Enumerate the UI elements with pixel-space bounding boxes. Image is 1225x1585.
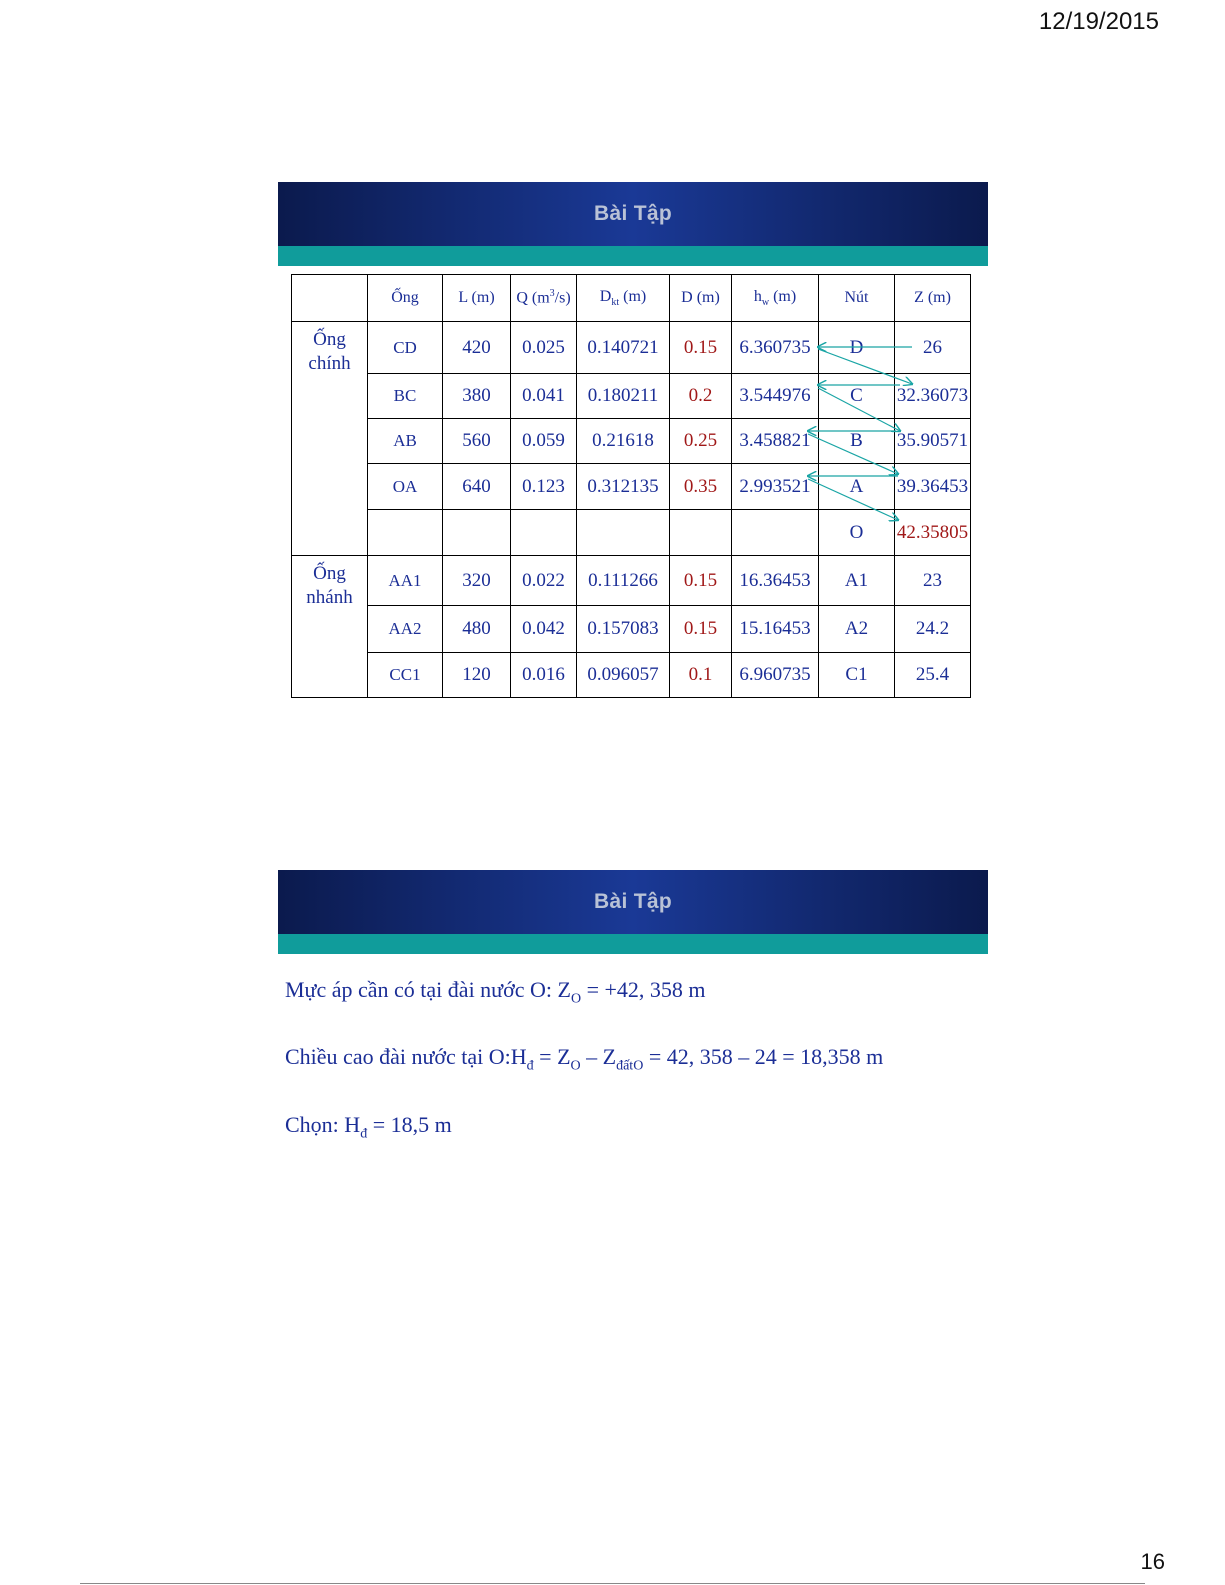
title-bar [278, 870, 988, 934]
slide-header-2 [278, 870, 988, 954]
header-length: L (m) [443, 275, 511, 322]
teal-stripe [278, 246, 988, 266]
cell-d: 0.35 [670, 464, 732, 510]
table-row [292, 556, 971, 606]
cell-hw: 3.544976 [732, 374, 819, 419]
cell-length: 120 [443, 653, 511, 698]
cell-dkt: 0.096057 [577, 653, 670, 698]
cell-hw: 2.993521 [732, 464, 819, 510]
cell-node: O [819, 510, 895, 556]
cell-z: 39.36453 [895, 464, 971, 510]
cell-hw: 16.36453 [732, 556, 819, 606]
header-pipe: Ống [368, 275, 443, 322]
cell-z: 42.35805 [895, 510, 971, 556]
table-row [292, 510, 971, 556]
slide-title: Bài Tập [594, 890, 672, 913]
text-line-pressure: Mực áp cần có tại đài nước O: $Z_O = +42$, 358 m [285, 977, 706, 1007]
cell-length: 640 [443, 464, 511, 510]
cell-pipe [368, 510, 443, 556]
cell-flow: 0.041 [511, 374, 577, 419]
cell-pipe: OA [368, 464, 443, 510]
cell-z: 24.2 [895, 606, 971, 653]
text-line-height: Chiều cao đài nước tại $O:H_đ = Z_O - Z_{đấtO} = 42$, 358 – 24 = 18,358 m [285, 1044, 884, 1074]
cell-dkt: 0.111266 [577, 556, 670, 606]
slide-title: Bài Tập [594, 202, 672, 225]
cell-z: 32.36073 [895, 374, 971, 419]
cell-pipe: AA1 [368, 556, 443, 606]
cell-node: A [819, 464, 895, 510]
cell-hw: 15.16453 [732, 606, 819, 653]
header-empty [292, 275, 368, 322]
table-row [292, 464, 971, 510]
cell-pipe: CD [368, 322, 443, 374]
cell-dkt: 0.157083 [577, 606, 670, 653]
cell-node: C [819, 374, 895, 419]
cell-d [670, 510, 732, 556]
title-bar [278, 182, 988, 246]
header-flow: Q $(m^3/s)$ [511, 275, 577, 322]
cell-flow [511, 510, 577, 556]
cell-node: B [819, 419, 895, 464]
table-row [292, 322, 971, 374]
cell-d: 0.15 [670, 606, 732, 653]
cell-hw [732, 510, 819, 556]
cell-pipe: CC1 [368, 653, 443, 698]
group-branch-label: Ống nhánh [292, 556, 368, 698]
cell-flow: 0.022 [511, 556, 577, 606]
cell-d: 0.2 [670, 374, 732, 419]
cell-pipe: AB [368, 419, 443, 464]
cell-d: 0.25 [670, 419, 732, 464]
cell-z: 23 [895, 556, 971, 606]
cell-length: 560 [443, 419, 511, 464]
cell-flow: 0.059 [511, 419, 577, 464]
cell-z: 25.4 [895, 653, 971, 698]
table-row [292, 606, 971, 653]
cell-d: 0.15 [670, 556, 732, 606]
cell-node: C1 [819, 653, 895, 698]
cell-node: A2 [819, 606, 895, 653]
header-dkt: $D_{kt}$ (m) [577, 275, 670, 322]
pipe-calculation-table [291, 274, 971, 698]
header-hw: $h_w$ (m) [732, 275, 819, 322]
cell-node: A1 [819, 556, 895, 606]
cell-hw: 6.960735 [732, 653, 819, 698]
cell-dkt: 0.21618 [577, 419, 670, 464]
header-node: Nút [819, 275, 895, 322]
table-row [292, 374, 971, 419]
cell-pipe: BC [368, 374, 443, 419]
slide-date: 12/19/2015 [1038, 8, 1159, 35]
cell-flow: 0.025 [511, 322, 577, 374]
header-z: Z (m) [895, 275, 971, 322]
cell-hw: 6.360735 [732, 322, 819, 374]
cell-pipe: AA2 [368, 606, 443, 653]
header-d: D (m) [670, 275, 732, 322]
table-row [292, 419, 971, 464]
cell-flow: 0.042 [511, 606, 577, 653]
cell-dkt [577, 510, 670, 556]
teal-stripe [278, 934, 988, 954]
slide-header-1 [278, 182, 988, 266]
header-row [292, 275, 971, 322]
group-main-label: Ống chính [292, 322, 368, 556]
footer-divider [80, 1583, 1145, 1584]
cell-length [443, 510, 511, 556]
cell-flow: 0.123 [511, 464, 577, 510]
table-row [292, 653, 971, 698]
cell-d: 0.1 [670, 653, 732, 698]
cell-d: 0.15 [670, 322, 732, 374]
cell-dkt: 0.312135 [577, 464, 670, 510]
cell-dkt: 0.140721 [577, 322, 670, 374]
cell-hw: 3.458821 [732, 419, 819, 464]
cell-z: 26 [895, 322, 971, 374]
text-line-choice: Chọn: $H_đ = 18,5$ m [285, 1111, 452, 1142]
cell-dkt: 0.180211 [577, 374, 670, 419]
cell-length: 420 [443, 322, 511, 374]
cell-length: 320 [443, 556, 511, 606]
cell-length: 380 [443, 374, 511, 419]
cell-flow: 0.016 [511, 653, 577, 698]
cell-z: 35.90571 [895, 419, 971, 464]
page-number: 16 [1140, 1549, 1165, 1574]
cell-node: D [819, 322, 895, 374]
slide2-content [285, 978, 883, 1180]
cell-length: 480 [443, 606, 511, 653]
